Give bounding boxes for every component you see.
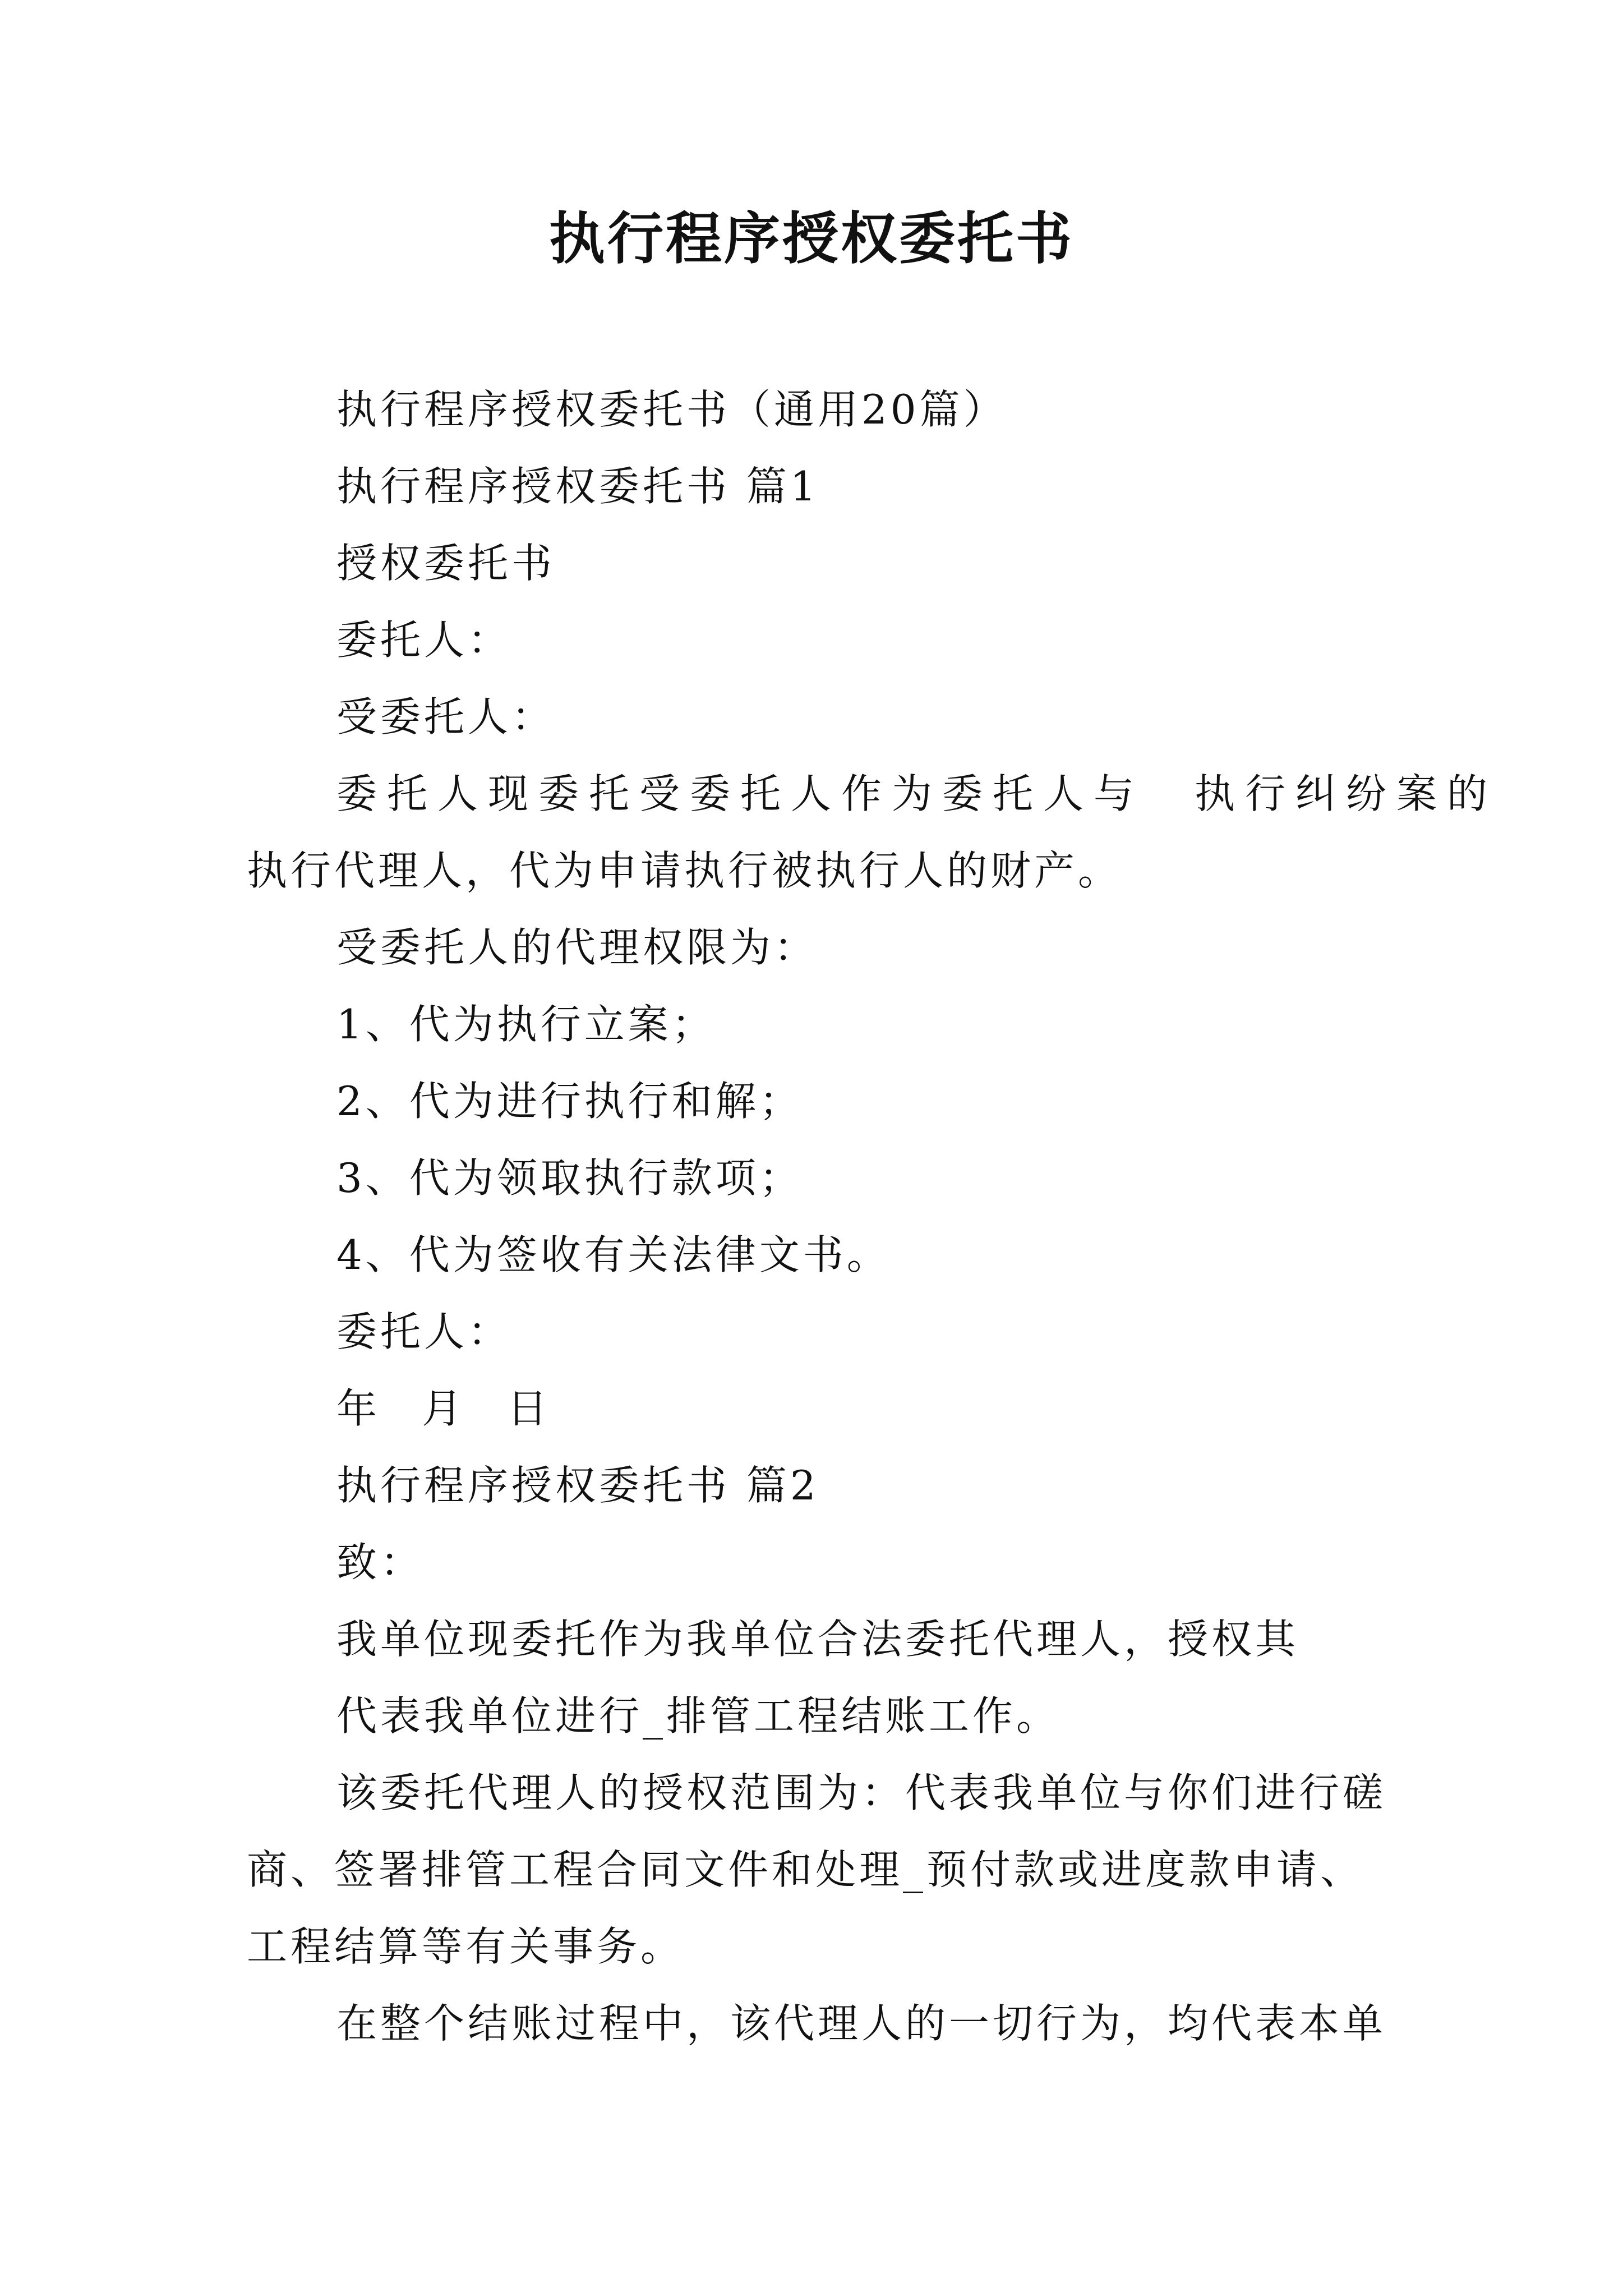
paragraph-line: 受委托人的代理权限为： — [336, 924, 818, 971]
date-line — [336, 1381, 551, 1437]
paragraph-line: 工程结算等有关事务。 — [247, 1923, 685, 1970]
list-item: 3、代为领取执行款项； — [336, 1154, 803, 1202]
date-day-label: 日 — [507, 1385, 551, 1432]
list-item: 4、代为签收有关法律文书。 — [336, 1231, 891, 1278]
paragraph-line: 授权委托书 — [336, 540, 556, 587]
subtitle-line: 执行程序授权委托书（通用20篇） — [336, 386, 1007, 433]
date-month-label: 月 — [422, 1385, 466, 1432]
paragraph-line: 在整个结账过程中，该代理人的一切行为，均代表本单 — [336, 2000, 1387, 2047]
list-item: 1、代为执行立案； — [336, 1001, 716, 1048]
paragraph-line: 商、签署排管工程合同文件和处理_预付款或进度款申请、 — [247, 1846, 1364, 1893]
section-heading-2: 执行程序授权委托书 篇2 — [336, 1462, 819, 1509]
list-item: 2、代为进行执行和解； — [336, 1078, 803, 1125]
date-year-label: 年 — [336, 1385, 381, 1432]
field-label-principal: 委托人： — [336, 616, 512, 664]
paragraph-line: 代表我单位进行_排管工程结账工作。 — [336, 1692, 1061, 1740]
field-label-principal: 委托人： — [336, 1308, 512, 1355]
field-label-agent: 受委托人： — [336, 693, 556, 740]
paragraph-line: 委托人现委托受委托人作为委托人与 执行纠纷案的 — [336, 770, 1498, 817]
document-title: 执行程序授权委托书 — [549, 205, 1074, 272]
paragraph-line: 致： — [336, 1539, 425, 1586]
paragraph-line: 我单位现委托作为我单位合法委托代理人，授权其 — [336, 1616, 1299, 1663]
section-heading-1: 执行程序授权委托书 篇1 — [336, 463, 819, 510]
paragraph-line: 该委托代理人的授权范围为：代表我单位与你们进行磋 — [336, 1769, 1387, 1816]
paragraph-line: 执行代理人，代为申请执行被执行人的财产。 — [247, 847, 1122, 894]
